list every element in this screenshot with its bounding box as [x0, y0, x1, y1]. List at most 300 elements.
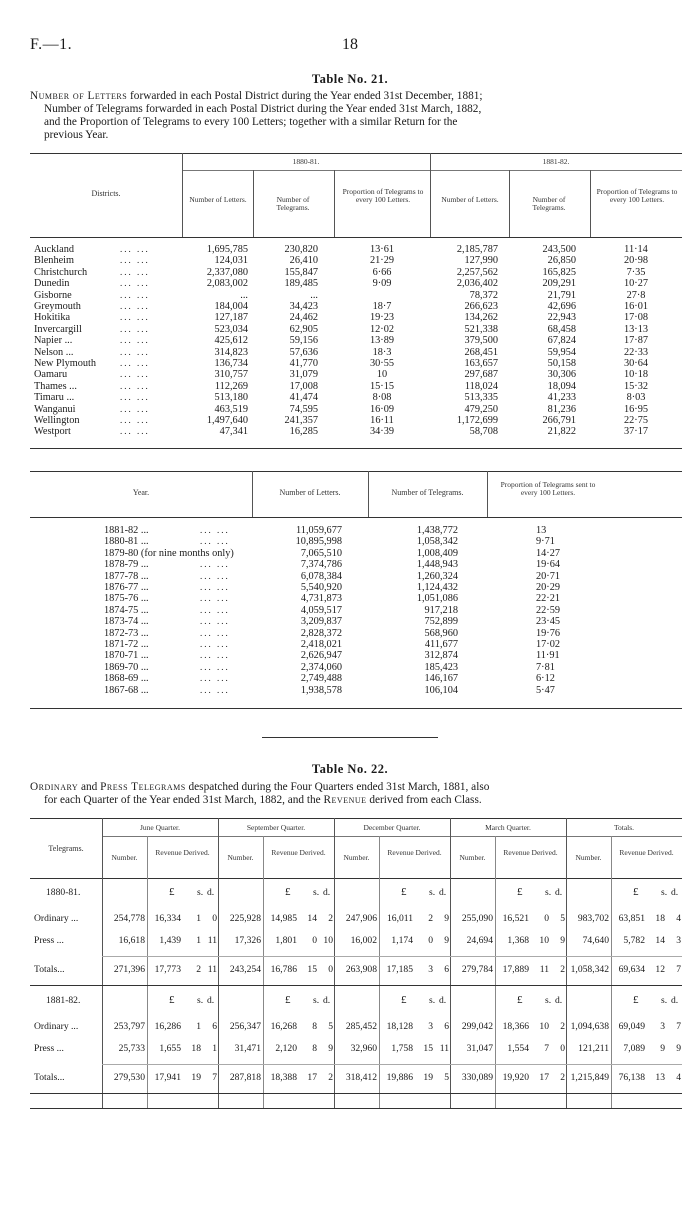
telegrams-1880-81: 24,462 [289, 312, 318, 324]
year-label: 1867-68 ... [104, 684, 149, 696]
proportion-1881-82: 15·32 [623, 380, 649, 392]
year-dots: ... ... [200, 536, 230, 547]
year-dots: ... ... [200, 604, 230, 615]
telegram-row-pounds: 1,174 [391, 935, 413, 946]
totals-row-label: Totals... [34, 1072, 65, 1083]
totals-row-number: 287,818 [229, 1072, 261, 1083]
telegram-row-pence: 9 [560, 935, 565, 946]
currency-pounds: £ [517, 994, 523, 1006]
table21-caption-line3: and the Proportion of Telegrams to every 100 Letters; together with a similar Return for the [44, 116, 458, 128]
table22-bottom-rule [30, 1108, 682, 1109]
year-letters: 2,749,488 [300, 673, 342, 685]
letters-1880-81: 184,004 [214, 301, 248, 312]
totals-row-number: 1,215,849 [570, 1072, 609, 1083]
proportion-1880-81: 21·29 [369, 255, 395, 267]
district-dots: ... ... [120, 380, 150, 391]
year-proportion: 22·59 [536, 604, 561, 616]
telegram-row-shillings: 15 [423, 1043, 433, 1054]
district-name: Napier ... [34, 335, 73, 347]
telegrams-1881-82: 81,236 [547, 403, 576, 415]
currency-pence: d. [207, 995, 215, 1006]
year-letters: 2,418,021 [300, 639, 342, 650]
telegram-row-shillings: 3 [428, 1021, 433, 1032]
telegram-row-number: 16,002 [350, 935, 377, 946]
telegrams-1881-82: 42,696 [547, 301, 576, 312]
telegram-row-shillings: 1 [196, 913, 201, 924]
telegrams-1880-81: 62,905 [289, 323, 318, 335]
year-letters: 10,895,998 [295, 536, 342, 548]
telegram-row-shillings: 10 [539, 1021, 549, 1032]
telegram-row-pounds: 1,554 [507, 1043, 529, 1054]
letters-1881-82: 2,036,402 [456, 278, 498, 290]
currency-pence: d. [323, 887, 331, 898]
telegram-row-pounds: 1,801 [275, 935, 297, 946]
year-dots: ... ... [200, 582, 230, 592]
district-dots: ... ... [120, 289, 150, 300]
year-letters: 11,059,677 [296, 525, 342, 536]
proportion-1881-82: 30·64 [623, 358, 649, 369]
telegram-row-pounds: 1,368 [507, 935, 529, 946]
district-name: Oamaru [34, 369, 68, 381]
proportion-1880-81: 8·08 [372, 392, 392, 404]
year-telegrams: 185,423 [424, 661, 458, 673]
telegrams-1881-82: 30,306 [547, 369, 576, 381]
proportion-1880-81: 10 [376, 369, 388, 381]
year-letters: 1,938,578 [300, 684, 342, 696]
totals-row-shillings: 2 [196, 964, 201, 975]
telegram-row-number: 32,960 [350, 1043, 377, 1054]
letters-1881-82: 78,372 [469, 289, 498, 301]
proportion-1881-82: 22·33 [623, 346, 649, 358]
year-telegrams: 568,960 [424, 627, 458, 639]
telegram-row-number: 255,090 [461, 913, 493, 924]
totals-row-shillings: 17 [307, 1072, 317, 1083]
letters-1880-81: 2,337,080 [206, 266, 248, 278]
district-dots: ... ... [120, 346, 150, 357]
quarter-header: Totals. [613, 823, 635, 832]
year-proportion: 7·81 [536, 661, 555, 673]
year-telegrams: 1,058,342 [416, 536, 458, 548]
telegram-row-pence: 6 [444, 1021, 449, 1032]
telegram-row-shillings: 0 [312, 935, 317, 946]
sub-number-header: Number. [575, 853, 602, 862]
proportion-1880-81: 13·89 [369, 335, 395, 347]
telegram-row-label: Press ... [34, 1043, 64, 1054]
sub-revenue-header: Revenue Derived. [387, 848, 442, 857]
year-dots: ... ... [200, 570, 230, 581]
district-dots: ... ... [120, 312, 150, 323]
proportion-1881-82: 10·27 [623, 278, 649, 290]
year-dots: ... ... [200, 616, 230, 627]
sub-number-header: Number. [343, 853, 370, 862]
district-name: Westport [34, 426, 71, 438]
quarter-header: December Quarter. [363, 823, 421, 832]
currency-pence: d. [439, 887, 447, 898]
letters-1880-81: 127,187 [214, 312, 248, 324]
telegrams-1880-81: 31,079 [289, 369, 318, 381]
telegrams-1880-81: 189,485 [284, 278, 318, 290]
currency-pounds: £ [285, 994, 291, 1006]
totals-row-pounds: 19,886 [386, 1072, 413, 1083]
year-telegrams: 106,104 [424, 684, 458, 696]
table21-caption-line2: Number of Telegrams forwarded in each Postal District during the Year ended 31st March, 1882, [44, 103, 482, 115]
telegram-row-pence: 9 [444, 913, 449, 924]
totals-row-pounds: 16,786 [270, 964, 297, 975]
telegram-row-number: 25,733 [118, 1043, 145, 1054]
telegram-row-pounds: 16,334 [154, 913, 181, 924]
telegram-row-number: 31,047 [466, 1043, 493, 1054]
letters-1881-82: 2,257,562 [456, 266, 498, 278]
telegram-row-number: 74,640 [582, 935, 609, 946]
telegrams-1880-81: 230,820 [284, 244, 318, 255]
year-telegrams: 917,218 [424, 604, 458, 616]
year-label: 1880-81 ... [104, 536, 149, 548]
currency-shillings: s. [661, 887, 668, 898]
proportion-1880-81: 12·02 [369, 323, 395, 335]
letters-1880-81: 425,612 [214, 335, 248, 347]
telegrams-1881-82: 165,825 [542, 266, 576, 278]
caption-ordinary: Ordinary [30, 781, 79, 793]
year-proportion: 17·02 [536, 639, 561, 650]
totals-row-pence: 7 [212, 1072, 217, 1083]
year-proportion: 19·64 [536, 559, 561, 571]
telegram-row-pounds: 16,286 [154, 1021, 181, 1032]
proportion-1881-82: 20·98 [623, 255, 649, 267]
currency-pounds: £ [401, 994, 407, 1006]
district-name: Greymouth [34, 301, 81, 312]
district-name: Thames ... [34, 380, 77, 392]
year-label: 1879-80 (for nine months only) [104, 547, 234, 559]
district-name: Dunedin [34, 278, 70, 290]
proportion-1880-81: 16·11 [370, 415, 394, 426]
currency-pence: d. [555, 887, 563, 898]
totals-row-pence: 4 [676, 1072, 681, 1083]
telegram-row-number: 121,211 [578, 1043, 609, 1054]
currency-shillings: s. [429, 995, 436, 1006]
totals-row-pence: 7 [676, 964, 681, 975]
table21-col-letters-1: Number of Letters. [189, 195, 247, 204]
telegram-row-number: 24,694 [466, 935, 493, 946]
telegram-row-pounds: 7,089 [623, 1043, 645, 1054]
telegram-row-pence: 6 [212, 1021, 217, 1032]
letters-1881-82: 266,623 [464, 301, 498, 312]
letters-1880-81: 1,497,640 [206, 415, 248, 426]
totals-rule [102, 956, 682, 957]
quarter-header: September Quarter. [246, 823, 306, 832]
telegram-row-pence: 0 [212, 913, 217, 924]
telegram-row-pence: 5 [328, 1021, 333, 1032]
totals-row-pounds: 18,388 [270, 1072, 297, 1083]
table21-period1: 1880-81. [292, 157, 320, 166]
telegrams-1881-82: 21,822 [547, 426, 576, 438]
proportion-1881-82: 16·95 [623, 403, 649, 415]
table21-col-proportion-2: Proportion of Telegrams to every 100 Letters. [596, 187, 678, 204]
telegram-row-shillings: 8 [312, 1043, 317, 1054]
telegram-row-shillings: 3 [660, 1021, 665, 1032]
telegram-row-shillings: 14 [307, 913, 317, 924]
totals-row-shillings: 19 [191, 1072, 201, 1083]
year-letters: 3,209,837 [300, 616, 342, 628]
totals-row-number: 330,089 [461, 1072, 493, 1083]
telegram-row-label: Ordinary ... [34, 913, 79, 924]
telegrams-1880-81: 59,156 [289, 335, 318, 347]
district-name: Timaru ... [34, 392, 75, 404]
table21b-col-year: Year. [132, 488, 150, 497]
telegram-row-pence: 3 [676, 935, 681, 946]
letters-1880-81: 136,734 [214, 358, 248, 369]
letters-1880-81: 124,031 [214, 255, 248, 267]
telegrams-1880-81: 241,357 [284, 415, 318, 426]
year-letters: 4,731,873 [300, 593, 342, 605]
letters-1880-81: 2,083,002 [206, 278, 248, 290]
proportion-1880-81: 19·23 [369, 312, 395, 324]
telegrams-1880-81: 41,474 [289, 392, 318, 404]
year-proportion: 20·71 [536, 570, 561, 582]
letters-1881-82: 521,338 [464, 323, 498, 335]
year-label: 1869-70 ... [104, 661, 149, 673]
telegrams-1881-82: 41,233 [547, 392, 576, 404]
telegrams-1881-82: 266,791 [542, 415, 576, 426]
table22-quarter-rule [102, 836, 682, 837]
totals-row-pence: 6 [444, 964, 449, 975]
table21-caption-rest1: forwarded in each Postal District during the Year ended 31st December, 1881; [127, 90, 483, 102]
year-telegrams: 1,124,432 [416, 582, 458, 593]
year-label: 1876-77 ... [104, 582, 149, 593]
letters-1880-81: 47,341 [219, 426, 248, 438]
telegrams-1880-81: 17,008 [289, 380, 318, 392]
letters-1881-82: 1,172,699 [456, 415, 498, 426]
telegrams-1880-81: 57,636 [289, 346, 318, 358]
letters-1881-82: 127,990 [464, 255, 498, 267]
page-header-code: F.—1. [30, 36, 73, 53]
currency-pounds: £ [633, 886, 639, 898]
totals-row-pounds: 19,920 [502, 1072, 529, 1083]
table21-col-telegrams-1: Number of Telegrams. [276, 195, 310, 212]
year-telegrams: 1,260,324 [416, 570, 458, 582]
table21-col-letters-2: Number of Letters. [441, 195, 499, 204]
year-dots: ... ... [200, 593, 230, 604]
year-proportion: 22·21 [536, 593, 561, 605]
totals-row-number: 263,908 [345, 964, 377, 975]
telegram-row-number: 254,778 [113, 913, 145, 924]
table21-caption-lead: Number of Letters [30, 90, 128, 102]
district-name: Hokitika [34, 312, 71, 324]
currency-pounds: £ [169, 886, 175, 898]
year-letters: 6,078,384 [300, 570, 342, 582]
telegram-row-pence: 2 [328, 913, 333, 924]
currency-pounds: £ [517, 886, 523, 898]
proportion-1881-82: 22·75 [623, 415, 649, 426]
proportion-1880-81: 6·66 [372, 266, 392, 278]
section-label: 1880-81. [46, 887, 81, 898]
table21-caption-line4: previous Year. [44, 129, 109, 141]
district-dots: ... ... [120, 415, 150, 425]
telegram-row-pounds: 1,439 [159, 935, 181, 946]
telegram-row-label: Ordinary ... [34, 1021, 79, 1032]
telegram-row-shillings: 0 [544, 913, 549, 924]
telegram-row-pence: 9 [444, 935, 449, 946]
totals-row-number: 318,412 [345, 1072, 377, 1083]
telegram-row-shillings: 10 [539, 935, 549, 946]
letters-1880-81: 513,180 [214, 392, 248, 404]
table22-top-rule [30, 818, 682, 819]
year-dots: ... ... [200, 661, 230, 672]
telegram-row-number: 1,094,638 [570, 1021, 609, 1032]
totals-row-pence: 2 [560, 1072, 565, 1083]
district-dots: ... ... [120, 301, 150, 311]
year-label: 1873-74 ... [104, 616, 149, 628]
sub-number-header: Number. [111, 853, 138, 862]
telegram-row-shillings: 18 [191, 1043, 201, 1054]
year-dots: ... ... [200, 559, 230, 570]
telegrams-1881-82: 50,158 [547, 358, 576, 369]
totals-row-number: 279,784 [461, 964, 493, 975]
telegram-row-number: 225,928 [229, 913, 261, 924]
telegram-row-pounds: 18,128 [386, 1021, 413, 1032]
telegram-row-shillings: 8 [312, 1021, 317, 1032]
year-dots: ... ... [200, 525, 230, 535]
year-label: 1881-82 ... [104, 525, 149, 536]
telegrams-1881-82: 22,943 [547, 312, 576, 324]
telegram-row-pounds: 16,268 [270, 1021, 297, 1032]
proportion-1880-81: 18·7 [372, 301, 392, 312]
district-name: Nelson ... [34, 346, 74, 358]
district-dots: ... ... [120, 335, 150, 346]
proportion-1880-81: 9·09 [372, 278, 392, 290]
district-name: Gisborne [34, 289, 72, 301]
telegrams-1880-81: 34,423 [289, 301, 318, 312]
proportion-1881-82: 16·01 [623, 301, 649, 312]
proportion-1881-82: 27·8 [626, 289, 646, 301]
telegram-row-number: 983,702 [577, 913, 609, 924]
year-telegrams: 312,874 [424, 650, 458, 662]
page-number: 18 [342, 36, 358, 53]
telegram-row-shillings: 1 [196, 1021, 201, 1032]
telegrams-1880-81: 16,285 [289, 426, 318, 438]
currency-shillings: s. [545, 887, 552, 898]
year-proportion: 5·47 [536, 684, 555, 696]
telegram-row-pence: 1 [212, 1043, 217, 1054]
district-dots: ... ... [120, 278, 150, 289]
telegram-row-label: Press ... [34, 935, 64, 946]
year-label: 1872-73 ... [104, 627, 149, 639]
currency-shillings: s. [429, 887, 436, 898]
telegrams-1881-82: 243,500 [542, 244, 576, 255]
letters-1881-82: 2,185,787 [456, 244, 498, 255]
proportion-1881-82: 7·35 [626, 266, 646, 278]
telegram-row-pounds: 14,985 [270, 913, 297, 924]
proportion-1880-81: 13·61 [369, 244, 395, 255]
letters-1880-81: 523,034 [214, 323, 248, 335]
telegram-row-number: 16,618 [118, 935, 145, 946]
telegram-row-number: 253,797 [113, 1021, 145, 1032]
year-telegrams: 1,008,409 [416, 547, 458, 559]
section-label: 1881-82. [46, 995, 81, 1006]
telegram-row-pounds: 16,011 [386, 913, 413, 924]
year-proportion: 14·27 [536, 547, 561, 559]
totals-row-pence: 0 [328, 964, 333, 975]
proportion-1880-81: 15·15 [369, 380, 395, 392]
proportion-1880-81: 16·09 [369, 403, 395, 415]
totals-rule [102, 1064, 682, 1065]
telegram-row-number: 299,042 [461, 1021, 493, 1032]
district-name: Christchurch [34, 266, 88, 278]
caption2-a: for each Quarter of the Year ended 31st March, 1882, and the [44, 794, 324, 806]
letters-1881-82: 134,262 [464, 312, 498, 324]
year-letters: 7,374,786 [300, 559, 342, 571]
district-dots: ... ... [120, 426, 150, 437]
telegram-row-number: 17,326 [234, 935, 261, 946]
year-letters: 2,828,372 [300, 627, 342, 639]
proportion-1880-81: 18·3 [372, 346, 392, 358]
totals-row-shillings: 12 [655, 964, 665, 975]
district-dots: ... ... [120, 266, 150, 277]
telegram-row-shillings: 0 [428, 935, 433, 946]
year-label: 1871-72 ... [104, 639, 149, 650]
table22-header-rule [30, 878, 682, 879]
telegrams-1881-82: 209,291 [542, 278, 576, 290]
currency-pence: d. [323, 995, 331, 1006]
totals-row-number: 1,058,342 [570, 964, 609, 975]
year-label: 1868-69 ... [104, 673, 149, 685]
telegram-row-shillings: 7 [544, 1043, 549, 1054]
currency-shillings: s. [313, 887, 320, 898]
totals-row-pounds: 76,138 [618, 1072, 645, 1083]
year-label: 1874-75 ... [104, 604, 149, 616]
letters-1880-81: 112,269 [214, 380, 248, 392]
telegram-row-shillings: 9 [660, 1043, 665, 1054]
totals-row-label: Totals... [34, 964, 65, 975]
telegram-row-pounds: 2,120 [275, 1043, 297, 1054]
telegram-row-shillings: 2 [428, 913, 433, 924]
telegram-row-pence: 9 [328, 1043, 333, 1054]
letters-1880-81: 1,695,785 [206, 244, 248, 255]
totals-row-shillings: 15 [307, 964, 317, 975]
year-letters: 5,540,920 [300, 582, 342, 593]
sub-number-header: Number. [459, 853, 486, 862]
totals-row-shillings: 17 [539, 1072, 549, 1083]
currency-shillings: s. [313, 995, 320, 1006]
district-name: Blenheim [34, 255, 75, 267]
telegrams-1880-81: 74,595 [289, 403, 318, 415]
year-dots: ... ... [200, 673, 230, 684]
totals-row-shillings: 3 [428, 964, 433, 975]
telegrams-1880-81: 41,770 [289, 358, 318, 369]
totals-row-pence: 2 [328, 1072, 333, 1083]
telegram-row-pounds: 1,758 [391, 1043, 413, 1054]
currency-pounds: £ [285, 886, 291, 898]
year-telegrams: 1,448,943 [416, 559, 458, 571]
letters-1881-82: 118,024 [464, 380, 498, 392]
telegram-row-pounds: 16,521 [502, 913, 529, 924]
letters-1881-82: 163,657 [464, 358, 498, 369]
totals-row-pounds: 17,889 [502, 964, 529, 975]
table21-col-districts: Districts. [91, 189, 121, 198]
district-name: Auckland [34, 244, 75, 255]
year-letters: 2,374,060 [300, 661, 342, 673]
district-dots: ... ... [120, 323, 150, 334]
district-dots: ... ... [120, 403, 150, 414]
telegrams-1881-82: 67,824 [547, 335, 576, 347]
sub-revenue-header: Revenue Derived. [503, 848, 558, 857]
year-letters: 4,059,517 [300, 604, 342, 616]
telegram-row-shillings: 18 [655, 913, 665, 924]
letters-1881-82: 268,451 [464, 346, 498, 358]
telegrams-1881-82: 26,850 [547, 255, 576, 267]
telegram-row-pence: 5 [560, 913, 565, 924]
letters-1880-81: 314,823 [214, 346, 248, 358]
quarter-header: June Quarter. [140, 823, 180, 832]
